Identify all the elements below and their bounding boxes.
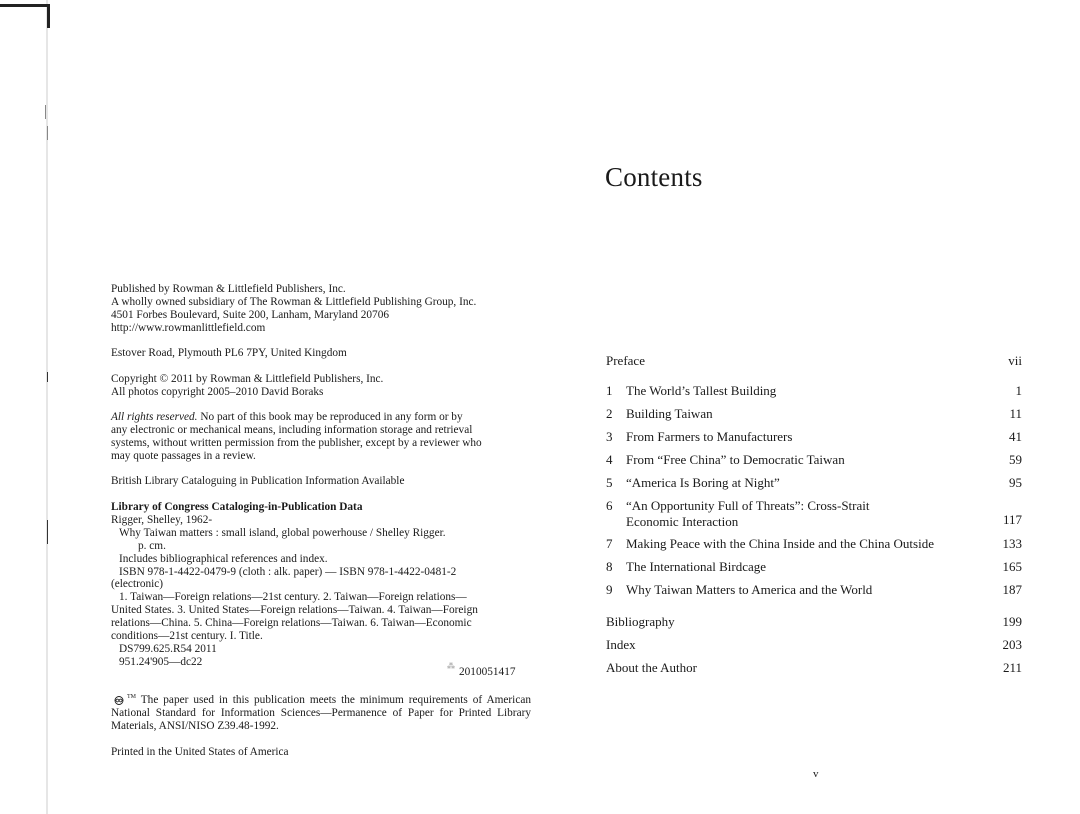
- toc-chapter-2: [606, 406, 1022, 422]
- copyright-line: Copyright © 2011 by Rowman & Littlefield Publishers, Inc.: [111, 373, 384, 385]
- chapter-title: “America Is Boring at Night”: [626, 475, 780, 490]
- cip-pages: p. cm.: [138, 539, 166, 552]
- trademark-mark: TM: [127, 694, 136, 700]
- toc-chapter-9: [606, 582, 1022, 598]
- cip-dewey-class: 951.24'905—dc22: [119, 655, 203, 668]
- chapter-page: 11: [1009, 406, 1022, 421]
- chapter-page: 59: [1009, 452, 1022, 467]
- chapter-title: From Farmers to Manufacturers: [626, 429, 793, 444]
- chapter-title: Making Peace with the China Inside and the China Outside: [626, 536, 934, 551]
- scan-page-edge: [46, 0, 48, 814]
- paper-notice: [111, 691, 531, 732]
- chapter-number: 4: [606, 452, 613, 467]
- chapter-title: “An Opportunity Full of Threats”: Cross-Strait: [626, 498, 870, 513]
- cip-heading: Library of Congress Cataloging-in-Publication Data: [111, 501, 363, 513]
- uk-address: [111, 347, 531, 360]
- printed-in: [111, 746, 531, 759]
- scan-speck: [45, 105, 46, 119]
- rights-text: may quote passages in a review.: [111, 449, 256, 462]
- chapter-page: 1: [1015, 383, 1022, 398]
- cip-subject: United States. 3. United States—Foreign relations—Taiwan. 4. Taiwan—Foreign: [111, 604, 478, 617]
- paper-notice-text: The paper used in this publication meets the minimum requirements of American National Standard for Information Sciences—Permanence of Paper for Printed Library Materials, ANSI/NISO Z39.48-1992.: [111, 693, 531, 732]
- chapter-title-continuation: Economic Interaction: [626, 514, 739, 529]
- toc-entry-title: About the Author: [606, 660, 697, 675]
- copyright-block: [111, 373, 531, 399]
- publisher-line: Published by Rowman & Littlefield Publishers, Inc.: [111, 283, 346, 295]
- toc-chapter-5: [606, 475, 1022, 491]
- chapter-number: 8: [606, 559, 613, 574]
- scan-speck: [47, 126, 48, 140]
- contents-heading: Contents: [605, 162, 703, 192]
- chapter-number: 1: [606, 383, 613, 398]
- cip-author: Rigger, Shelley, 1962-: [111, 513, 213, 526]
- chapter-title: Why Taiwan Matters to America and the World: [626, 582, 873, 597]
- toc-chapter-8: [606, 559, 1022, 575]
- toc-chapter-6: [606, 498, 1022, 530]
- page-number-folio: v: [813, 768, 819, 780]
- scan-speck: [47, 372, 48, 382]
- chapter-number: 9: [606, 582, 613, 597]
- toc-entry-page: 199: [1002, 614, 1022, 629]
- chapter-page: 133: [1002, 536, 1022, 551]
- cip-includes: Includes bibliographical references and index.: [119, 552, 328, 565]
- chapter-title: The World’s Tallest Building: [626, 383, 777, 398]
- scan-speck: ⁂: [447, 662, 455, 671]
- toc-entry-title: Preface: [606, 353, 645, 368]
- toc-chapter-1: [606, 383, 1022, 399]
- lccn-number: 2010051417: [459, 666, 516, 678]
- cip-lc-class: DS799.625.R54 2011: [119, 642, 217, 655]
- british-library-notice: [111, 475, 531, 488]
- chapter-page: 95: [1009, 475, 1022, 490]
- cip-subject: conditions—21st century. I. Title.: [111, 630, 263, 643]
- chapter-page: 41: [1009, 429, 1022, 444]
- toc-entry-page: 203: [1002, 637, 1022, 652]
- rights-text: No part of this book may be reproduced in any form or by: [197, 411, 463, 423]
- scan-corner-mark: [47, 4, 50, 28]
- chapter-number: 3: [606, 429, 613, 444]
- chapter-title: Building Taiwan: [626, 406, 713, 421]
- chapter-page: 187: [1002, 582, 1022, 597]
- chapter-number: 7: [606, 536, 613, 551]
- uk-address-line: Estover Road, Plymouth PL6 7PY, United Kingdom: [111, 347, 347, 359]
- toc-entry-about-author: [606, 660, 1022, 676]
- toc-entry-title: Index: [606, 637, 636, 652]
- toc-entry-index: [606, 637, 1022, 653]
- infinity-circle-icon: [111, 696, 127, 705]
- chapter-number: 2: [606, 406, 613, 421]
- chapter-page: 165: [1002, 559, 1022, 574]
- scan-speck: [47, 520, 48, 544]
- chapter-number: 5: [606, 475, 613, 490]
- cip-title: Why Taiwan matters : small island, global powerhouse / Shelley Rigger.: [119, 526, 446, 539]
- rights-text: any electronic or mechanical means, including information storage and retrieval: [111, 423, 473, 436]
- chapter-title: The International Birdcage: [626, 559, 767, 574]
- printed-in-line: Printed in the United States of America: [111, 746, 289, 758]
- toc-entry-page: vii: [1008, 353, 1022, 368]
- toc-chapter-3: [606, 429, 1022, 445]
- publisher-block: [111, 283, 531, 335]
- cip-block: [111, 501, 531, 669]
- toc-entry-title: Bibliography: [606, 614, 675, 629]
- publisher-url: http://www.rowmanlittlefield.com: [111, 321, 266, 334]
- toc-chapter-7: [606, 536, 1022, 552]
- chapter-number: 6: [606, 498, 613, 513]
- toc-chapter-4: [606, 452, 1022, 468]
- rights-block: [111, 411, 531, 463]
- toc-entry-bibliography: [606, 614, 1022, 630]
- rights-reserved-italic: All rights reserved.: [111, 411, 198, 423]
- british-library-line: British Library Cataloguing in Publication Information Available: [111, 475, 405, 487]
- publisher-line: 4501 Forbes Boulevard, Suite 200, Lanham, Maryland 20706: [111, 308, 389, 321]
- rights-text: systems, without written permission from the publisher, except by a reviewer who: [111, 436, 482, 449]
- cip-isbn: ISBN 978-1-4422-0479-9 (cloth : alk. paper) — ISBN 978-1-4422-0481-2: [119, 565, 457, 578]
- chapter-title: From “Free China” to Democratic Taiwan: [626, 452, 845, 467]
- publisher-line: A wholly owned subsidiary of The Rowman & Littlefield Publishing Group, Inc.: [111, 295, 477, 308]
- cip-subject: relations—China. 5. China—Foreign relations—Taiwan. 6. Taiwan—Economic: [111, 617, 472, 630]
- cip-subject: 1. Taiwan—Foreign relations—21st century. 2. Taiwan—Foreign relations—: [119, 591, 467, 604]
- scan-corner-mark: [0, 4, 50, 7]
- cip-isbn-electronic: (electronic): [111, 578, 164, 591]
- toc-entry-page: 211: [1002, 660, 1022, 675]
- chapter-page: 117: [1002, 512, 1022, 527]
- toc-entry-preface: [606, 353, 1022, 369]
- photo-copyright-line: All photos copyright 2005–2010 David Boraks: [111, 385, 324, 398]
